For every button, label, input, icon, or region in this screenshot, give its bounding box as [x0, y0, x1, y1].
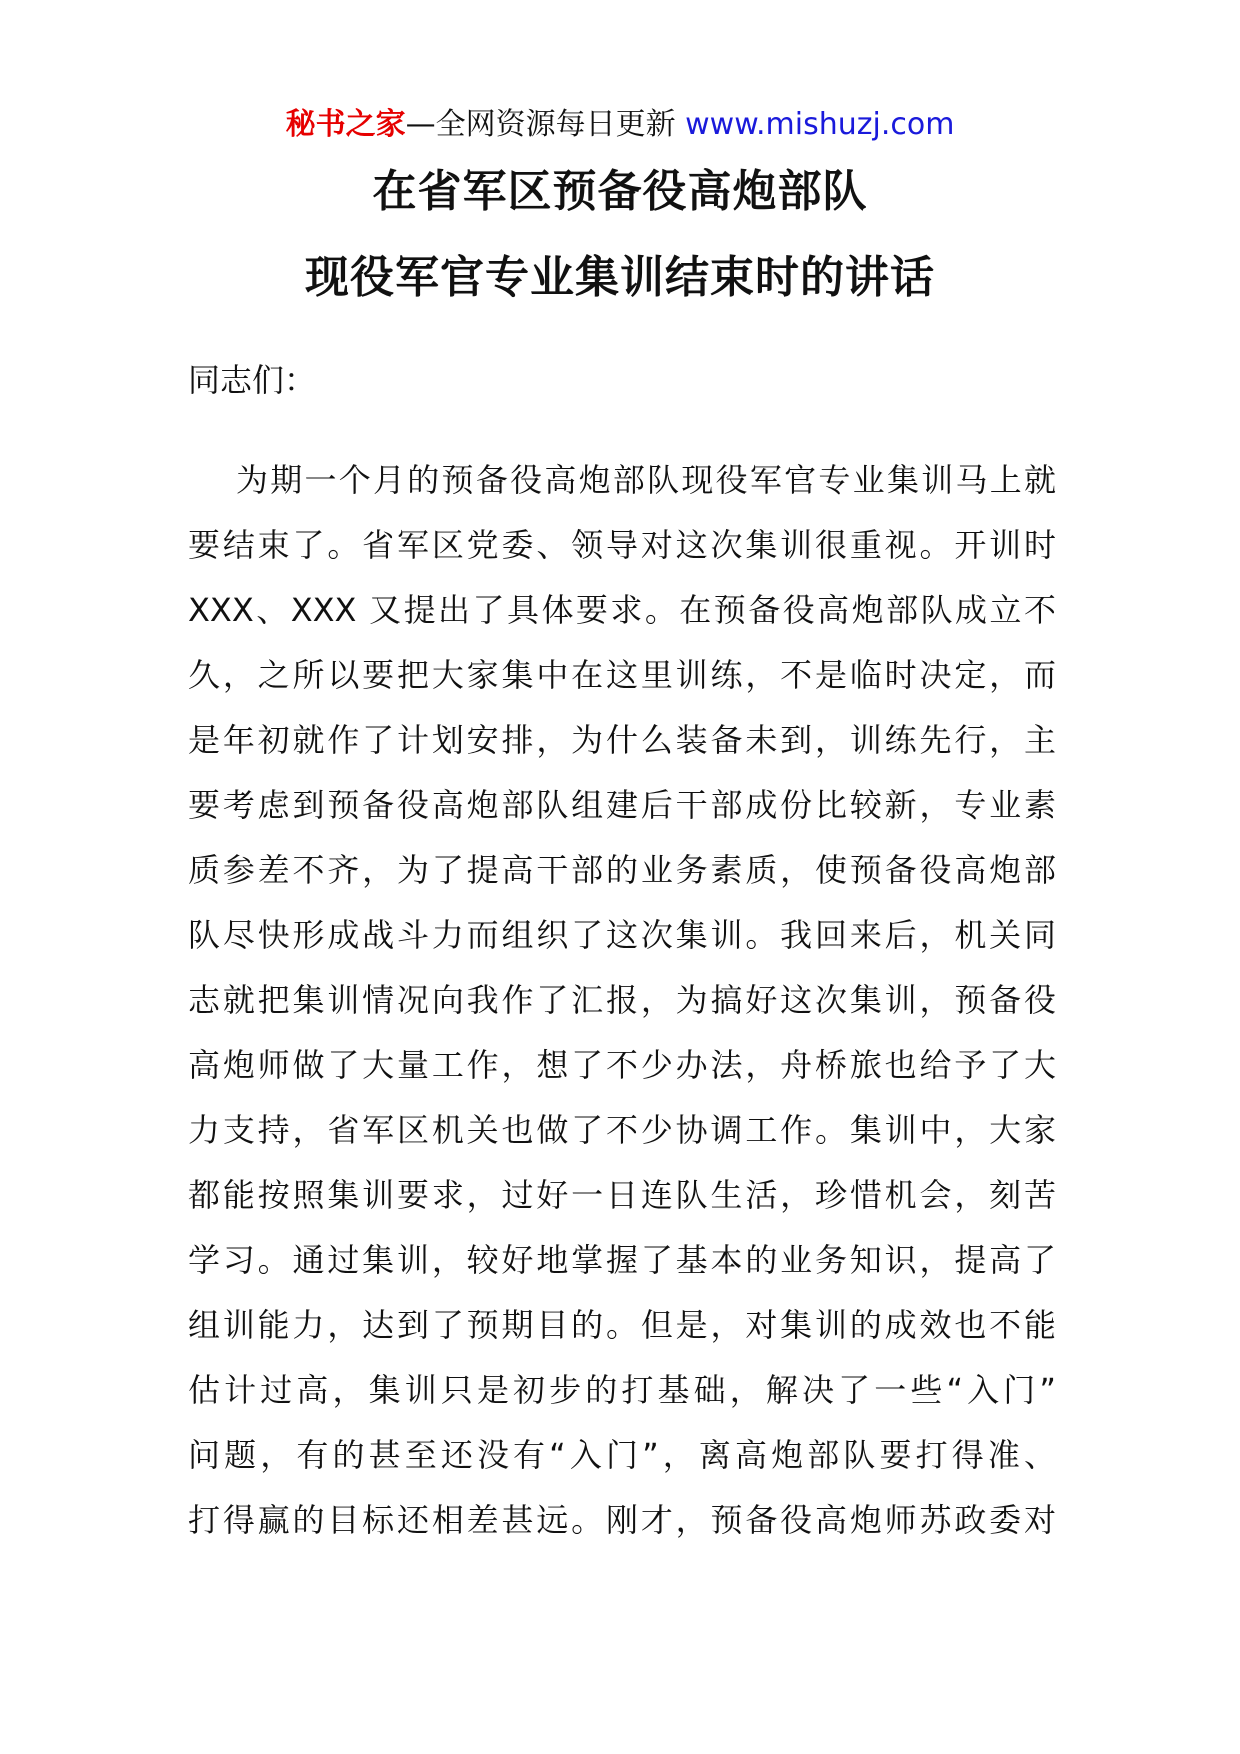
site-header [0, 100, 1240, 150]
salutation: 同志们： [188, 361, 317, 399]
body-line: 为期一个月的预备役高炮部队现役军官专业集训马上就 [236, 461, 1056, 499]
body-line: 打得赢的目标还相差甚远。刚才，预备役高炮师苏政委对 [188, 1501, 1056, 1539]
body-line: 质参差不齐，为了提高干部的业务素质，使预备役高炮部 [188, 851, 1056, 889]
body-line: 志就把集训情况向我作了汇报，为搞好这次集训，预备役 [188, 981, 1056, 1019]
site-url-link[interactable]: www.mishuzj.com [685, 107, 955, 142]
body-line: 组训能力，达到了预期目的。但是，对集训的成效也不能 [188, 1306, 1056, 1344]
body-line: 要结束了。省军区党委、领导对这次集训很重视。开训时 [188, 526, 1056, 564]
header-tagline: —全网资源每日更新 [405, 107, 686, 142]
brand-name: 秘书之家 [285, 107, 406, 142]
body-paragraph [188, 448, 1056, 1553]
body-line: 学习。通过集训，较好地掌握了基本的业务知识，提高了 [188, 1241, 1056, 1279]
body-line: 问题，有的甚至还没有“入门”，离高炮部队要打得准、 [188, 1436, 1056, 1474]
body-line: 队尽快形成战斗力而组织了这次集训。我回来后，机关同 [188, 916, 1056, 954]
body-line: 久，之所以要把大家集中在这里训练，不是临时决定，而 [188, 656, 1056, 694]
body-line: 要考虑到预备役高炮部队组建后干部成份比较新，专业素 [188, 786, 1056, 824]
document-title-line-2: 现役军官专业集训结束时的讲话 [305, 252, 935, 303]
body-line: XXX、XXX 又提出了具体要求。在预备役高炮部队成立不 [188, 591, 1056, 629]
body-line: 是年初就作了计划安排，为什么装备未到，训练先行，主 [188, 721, 1056, 759]
document-title-line-1: 在省军区预备役高炮部队 [372, 166, 868, 217]
body-line: 力支持，省军区机关也做了不少协调工作。集训中，大家 [188, 1111, 1056, 1149]
body-line: 都能按照集训要求，过好一日连队生活，珍惜机会，刻苦 [188, 1176, 1056, 1214]
body-line: 高炮师做了大量工作，想了不少办法，舟桥旅也给予了大 [188, 1046, 1056, 1084]
body-line: 估计过高，集训只是初步的打基础，解决了一些“入门” [188, 1371, 1056, 1409]
